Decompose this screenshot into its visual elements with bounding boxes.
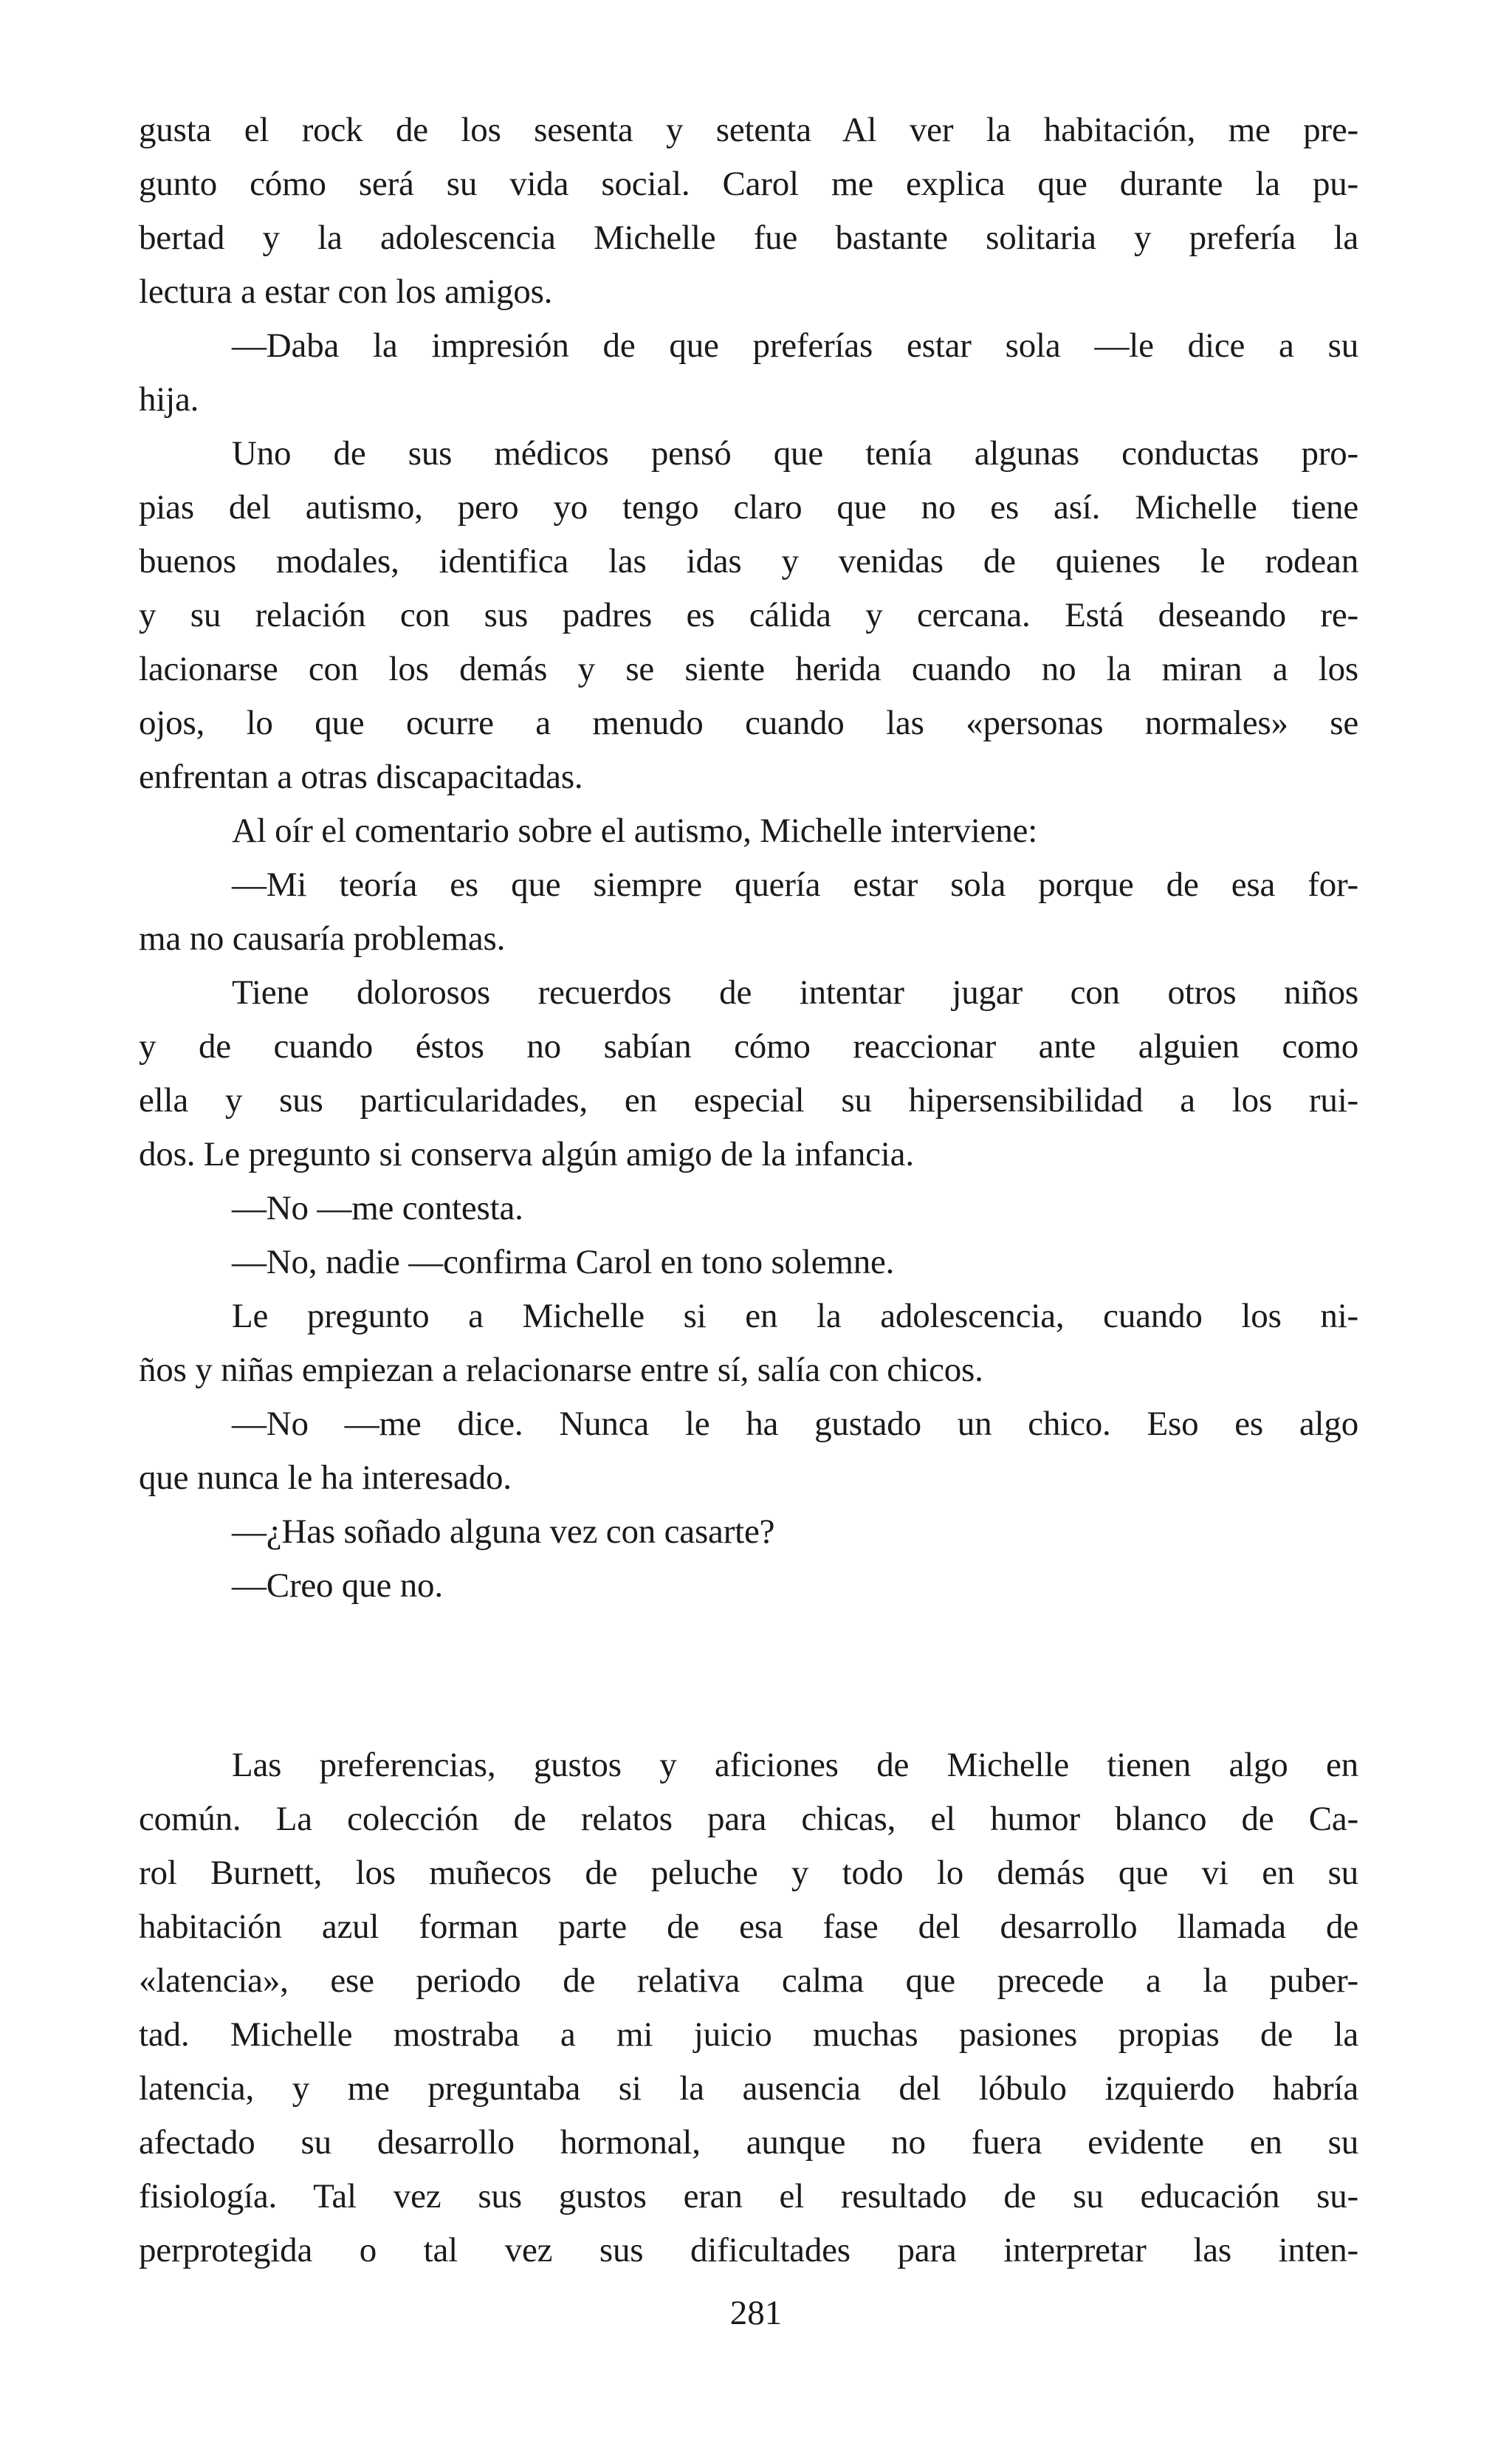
text-line: habitación azul forman parte de esa fase del desarrollo llamada de <box>139 1908 1358 1946</box>
text-line: —No —me contesta. <box>232 1189 523 1227</box>
text-line: —No, nadie —confirma Carol en tono solemne. <box>232 1243 895 1281</box>
text-line: —Mi teoría es que siempre quería estar sola porque de esa for- <box>232 866 1358 904</box>
page-text <box>139 103 1358 2278</box>
text-line: enfrentan a otras discapacitadas. <box>139 758 583 796</box>
text-line: Tiene dolorosos recuerdos de intentar jugar con otros niños <box>232 973 1358 1012</box>
text-line: —Daba la impresión de que preferías estar sola —le dice a su <box>232 326 1358 365</box>
text-line: Las preferencias, gustos y aficiones de Michelle tienen algo en <box>232 1746 1358 1784</box>
text-line: y de cuando éstos no sabían cómo reaccionar ante alguien como <box>139 1027 1358 1066</box>
text-line: ella y sus particularidades, en especial su hipersensibilidad a los rui- <box>139 1081 1358 1120</box>
text-line: Le pregunto a Michelle si en la adolescencia, cuando los ni- <box>232 1297 1358 1335</box>
text-line: latencia, y me preguntaba si la ausencia del lóbulo izquierdo habría <box>139 2069 1358 2108</box>
text-line: y su relación con sus padres es cálida y cercana. Está deseando re- <box>139 596 1358 634</box>
text-line: rol Burnett, los muñecos de peluche y todo lo demás que vi en su <box>139 1854 1358 1892</box>
text-line: común. La colección de relatos para chicas, el humor blanco de Ca- <box>139 1800 1358 1838</box>
text-line: —Creo que no. <box>232 1566 443 1605</box>
text-line: Uno de sus médicos pensó que tenía algunas conductas pro- <box>232 434 1358 473</box>
text-line: gunto cómo será su vida social. Carol me explica que durante la pu- <box>139 165 1358 203</box>
text-line: Al oír el comentario sobre el autismo, Michelle interviene: <box>232 812 1038 850</box>
text-line: pias del autismo, pero yo tengo claro que no es así. Michelle tiene <box>139 488 1358 527</box>
text-line: hija. <box>139 380 199 419</box>
text-line: —¿Has soñado alguna vez con casarte? <box>232 1512 775 1551</box>
text-line: lectura a estar con los amigos. <box>139 273 553 311</box>
text-line: afectado su desarrollo hormonal, aunque no fuera evidente en su <box>139 2123 1358 2162</box>
text-line: ños y niñas empiezan a relacionarse entre sí, salía con chicos. <box>139 1351 983 1389</box>
text-line: —No —me dice. Nunca le ha gustado un chico. Eso es algo <box>232 1405 1358 1443</box>
text-line: lacionarse con los demás y se siente herida cuando no la miran a los <box>139 650 1358 688</box>
text-line: perprotegida o tal vez sus dificultades para interpretar las inten- <box>139 2231 1358 2269</box>
text-line: ojos, lo que ocurre a menudo cuando las «personas normales» se <box>139 704 1358 742</box>
section-break <box>139 1613 1358 1738</box>
text-line: ma no causaría problemas. <box>139 919 506 958</box>
text-line: que nunca le ha interesado. <box>139 1459 512 1497</box>
text-line: bertad y la adolescencia Michelle fue bastante solitaria y prefería la <box>139 219 1358 257</box>
page-number: 281 <box>729 2294 783 2332</box>
text-line: «latencia», ese periodo de relativa calma que precede a la puber- <box>139 1961 1358 2000</box>
text-line: fisiología. Tal vez sus gustos eran el resultado de su educación su- <box>139 2177 1358 2216</box>
text-line: tad. Michelle mostraba a mi juicio muchas pasiones propias de la <box>139 2015 1358 2054</box>
text-line: gusta el rock de los sesenta y setenta Al ver la habitación, me pre- <box>139 111 1358 149</box>
text-line: buenos modales, identifica las idas y venidas de quienes le rodean <box>139 542 1358 580</box>
text-line: dos. Le pregunto si conserva algún amigo de la infancia. <box>139 1135 914 1173</box>
